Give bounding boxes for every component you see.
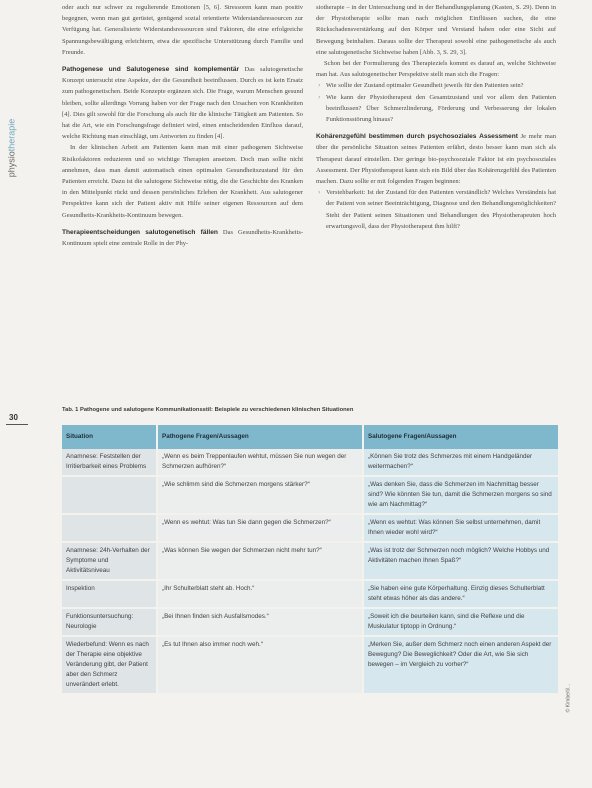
section-paragraph: [62, 227, 303, 249]
body-paragraph: siotherapie – in der Untersuchung und in der Behandlungsplanung (Kasten, S. 29). Denn in der Physiotherapie sollte man nach möglichen Einflüssen suchen, die eine Rückschadensverstärkung auf den Körper und Verstand haben oder eine Sicht auf Bewegung beinhalten. Daraus sollte der Therapeut sowohl eine pathogenetische als auch eine salutogenetische Sichtweise haben [Abb. 3, S. 29, 3].: [316, 4, 556, 56]
situation-cell: Anamnese: Feststellen der Irritierbarkeit eines Problems: [62, 449, 157, 476]
section-heading: Pathogenese und Salutogenese sind komplementär: [62, 66, 240, 74]
pathogenic-cell: „Bei Ihnen finden sich Ausfallsmodes.“: [157, 608, 363, 636]
body-paragraph: oder auch nur schwer zu regulierende Emotionen [5, 6]. Stressoren kann man positiv begegnen, wenn man gut gerüstet, genügend sozial orientierte Widerstandsressourcen zur Verfügung hat. Generalisierte Widerstandsressourcen sind Faktoren, die eine erfolgreiche Spannungsbewältigung erleichtern, etwa die spezifische Unterstützung durch Familie und Freunde.: [62, 4, 303, 56]
section-paragraph: [62, 64, 303, 142]
right-text-column: [316, 2, 556, 232]
salutogenic-cell: „Merken Sie, außer dem Schmerz noch einen anderen Aspekt der Bewegung? Die Beweglichkeit? Oder die Art, wie Sie sich bewegen – im Vergleich zu vorher?“: [363, 636, 559, 694]
pathogenic-cell: „Wenn es beim Treppenlaufen wehtut, müssen Sie nun wegen der Schmerzen aufhören?“: [157, 449, 363, 476]
salutogenic-cell: „Wenn es wehtut: Was können Sie selbst unternehmen, damit Ihnen wieder wohl wird?“: [363, 514, 559, 542]
salutogenic-cell: „Was ist trotz der Schmerzen noch möglich? Welche Hobbys und Aktivitäten machen Ihnen Spaß?“: [363, 542, 559, 580]
table-caption-text: Pathogene und salutogene Kommunikationsstil: Beispiele zu verschiedenen klinischen Situationen: [79, 407, 354, 413]
section-heading: Therapieentscheidungen salutogenetisch fällen: [62, 228, 218, 236]
bullet-item: › Wie kann der Physiotherapeut den Gesamtzustand und vor allem den Patienten beeinflussen? Über Schmerzlinderung, Förderung und Verbesserung der lokalen Funktionsstörung hinaus?: [326, 92, 556, 126]
table-row: [62, 608, 559, 636]
paragraph-text: Das salutogenetische Konzept untersucht eine Aspekte, der die Gesundheit beeinflussen. Durch es ist kein Ersatz zum pathogenetischen. Beide Konzepte ergänzen sich. Die Frage, warum Menschen gesund bleiben, sollte allerdings Vorrang haben vor der Frage nach den Ursachen von Krankheiten [4]. Dies gilt sowohl für die Forschung als auch für die klinische Tätigkeit am Patienten. So hat die Art, wie ein Forschungsfrage definiert wird, einen entscheidenden Einfluss darauf, welche Richtung man einschlägt, um Antworten zu finden [4].: [62, 66, 304, 141]
pathogenic-cell: „Was können Sie wegen der Schmerzen nicht mehr tun?“: [157, 542, 363, 580]
salutogenic-cell: „Können Sie trotz des Schmerzes mit einem Handgeländer weitermachen?“: [363, 449, 559, 476]
copyright-text: © Kimberli/...: [565, 683, 572, 713]
situation-cell: Funktionsuntersuchung: Neurologie: [62, 608, 157, 636]
pathogenic-cell: „Wie schlimm sind die Schmerzen morgens stärker?“: [157, 476, 363, 514]
body-paragraph: Schon bei der Formulierung des Therapieziels kommt es darauf an, welche Sichtweise man hat. Aus salutogenetischer Perspektive stellt man sich die Fragen:: [316, 60, 556, 79]
situation-cell: Wiederbefund: Wenn es nach der Therapie eine objektive Veränderung gibt, der Patient aber den Schmerz unverändert erlebt.: [62, 636, 157, 694]
header-situation: Situation: [62, 425, 157, 449]
salutogenic-cell: „Sie haben eine gute Körperhaltung. Einzig dieses Schulterblatt steht etwas höher als das andere.“: [363, 580, 559, 608]
header-salutogenic: Salutogene Fragen/Aussagen: [363, 425, 559, 449]
table-row: [62, 514, 559, 542]
bullet-list: [316, 187, 556, 232]
page-number: 30: [9, 413, 18, 422]
table-row: [62, 476, 559, 514]
section-heading: Kohärenzgefühl bestimmen durch psychosoziales Assessment: [316, 133, 518, 141]
salutogenic-cell: „Was denken Sie, dass die Schmerzen im Nachmittag besser sind? Wie könnten Sie tun, damit die Schmerzen morgens so sind wie am Nachmittag?“: [363, 476, 559, 514]
brand-prefix: physio: [6, 151, 17, 178]
bullet-list: [316, 80, 556, 125]
table-caption: [62, 407, 556, 413]
pathogenic-cell: „Es tut Ihnen also immer noch weh.“: [157, 636, 363, 694]
table-header-row: [62, 425, 559, 449]
bullet-item: › Verstehbarkeit: Ist der Zustand für den Patienten verständlich? Welches Verständnis hat der Patient von seiner Beeinträchtigung, Diagnose und den Behandlungsmöglichkeiten? Steht der Patient seinen Situationen und Behandlungen des Physiotherapeuten hoch erwartungsvoll, dass der Physiotherapeut ihm hilft?: [326, 187, 556, 232]
page-number-rule: [6, 424, 28, 425]
table-row: [62, 636, 559, 694]
table-row: [62, 542, 559, 580]
pathogenic-cell: „Ihr Schulterblatt steht ab. Hoch.“: [157, 580, 363, 608]
communication-style-table: [62, 425, 560, 695]
journal-brand-label: [2, 88, 20, 208]
table-row: [62, 580, 559, 608]
situation-cell: Anamnese: 24h-Verhalten der Symptome und Aktivitätsniveau: [62, 542, 157, 580]
left-text-column: [62, 2, 303, 249]
situation-cell: Inspektion: [62, 580, 157, 608]
table-label: Tab. 1: [62, 407, 79, 413]
section-paragraph: [316, 131, 556, 187]
body-paragraph: In der klinischen Arbeit am Patienten kann man mit einer pathogenen Sichtweise Risikofaktoren reduzieren und so wichtige Therapien ansetzen. Doch man sollte nicht annehmen, dass man damit automatisch einen optimalen Gesundheitszustand für den Patienten erreicht. Dazu ist die salutogene Sichtweise nötig, die die Geschichte des Kranken in den Mittelpunkt rückt und dessen persönliches Erleben der Krankheit. Aus salutogener Perspektive kann sich der Patient aktiv mit Hilfe seiner eigenen Ressourcen auf dem Gesundheits-Krankheits-Kontinuum bewegen.: [62, 144, 303, 219]
pathogenic-cell: „Wenn es wehtut: Was tun Sie dann gegen die Schmerzen?“: [157, 514, 363, 542]
brand-suffix: therapie: [6, 118, 17, 152]
table-row: [62, 449, 559, 476]
paragraph-text: Je mehr man über die persönliche Situation seines Patienten erfährt, desto besser kann man sich als Therapeut darauf einstellen. Der geringe bio-psychosoziale Faktor ist ein psychosoziales Assessment. Der Physiotherapeut kann sich ein Bild über das Kohärenzgefühl des Patienten machen. Dazu sollte er mit folgenden Fragen beginnen:: [316, 133, 557, 186]
header-pathogenic: Pathogene Fragen/Aussagen: [157, 425, 363, 449]
photo-copyright: [563, 668, 573, 728]
salutogenic-cell: „Soweit ich die beurteilen kann, sind die Reflexe und die Muskulatur tiptopp in Ordnung.“: [363, 608, 559, 636]
paragraph-text: Das Gesundheits-Krankheits-Kontinuum spielt eine zentrale Rolle in der Phy-: [62, 228, 304, 248]
situation-cell: [62, 514, 157, 542]
situation-cell: [62, 476, 157, 514]
bullet-item: › Wie sollte der Zustand optimaler Gesundheit jeweils für den Patienten sein?: [326, 80, 556, 91]
